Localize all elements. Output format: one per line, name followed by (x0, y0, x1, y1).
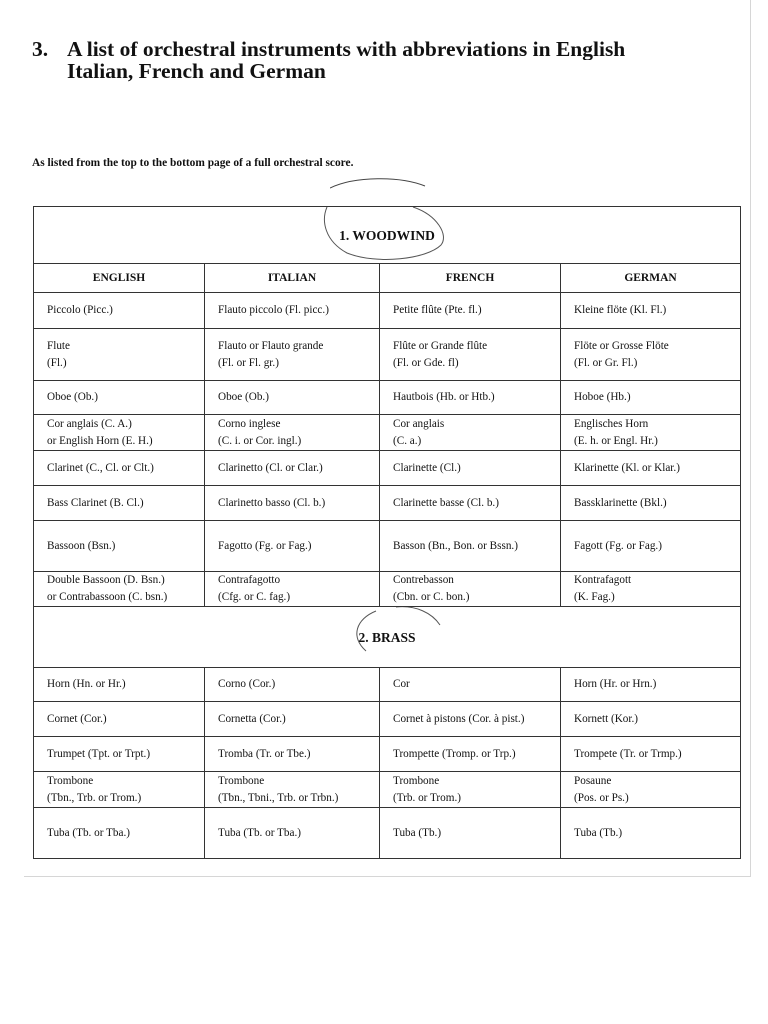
table-cell-french (380, 293, 561, 329)
table-cell-english (34, 486, 205, 521)
table-cell-italian (205, 702, 380, 737)
table-cell-french (380, 572, 561, 607)
table-cell-italian (205, 668, 380, 702)
cell-text-line: (C. i. or Cor. ingl.) (218, 434, 302, 447)
table-cell-german (561, 381, 741, 415)
table-cell-german (561, 329, 741, 381)
table-row (34, 772, 741, 808)
cell-text-line: Contrebasson (393, 574, 454, 586)
cell-text-line: Kontrafagott (574, 574, 632, 586)
table-cell-english (34, 451, 205, 486)
table-cell-english (34, 329, 205, 381)
table-cell-english (34, 293, 205, 329)
section-row (34, 607, 741, 668)
table-row (34, 737, 741, 772)
cell-text-line: Hautbois (Hb. or Htb.) (393, 391, 495, 403)
table-cell-italian (205, 737, 380, 772)
table-cell-french (380, 521, 561, 572)
cell-text-line: Basson (Bn., Bon. or Bssn.) (393, 539, 518, 552)
table-row (34, 702, 741, 737)
cell-text-line: Trompette (Tromp. or Trp.) (393, 747, 516, 760)
cell-text-line: Oboe (Ob.) (218, 391, 269, 403)
table-cell-french (380, 329, 561, 381)
cell-text-line: Horn (Hn. or Hr.) (47, 678, 126, 690)
table-cell-english (34, 702, 205, 737)
cell-text-line: (Fl. or Gr. Fl.) (574, 356, 638, 369)
cell-text-line: Tuba (Tb. or Tba.) (47, 826, 130, 839)
table-cell-french (380, 415, 561, 451)
cell-text-line: Corno (Cor.) (218, 678, 276, 690)
cell-text-line: (K. Fag.) (574, 591, 615, 603)
document-subtitle: As listed from the top to the bottom page of a full orchestral score. (32, 157, 354, 169)
table-cell-italian (205, 486, 380, 521)
cell-text-line: Flûte or Grande flûte (393, 339, 488, 352)
table-cell-german (561, 521, 741, 572)
cell-text-line: Clarinet (C., Cl. or Clt.) (47, 461, 154, 474)
cell-text-line: (Cbn. or C. bon.) (393, 591, 470, 603)
cell-text-line: (E. h. or Engl. Hr.) (574, 434, 658, 447)
table-cell-italian (205, 808, 380, 859)
cell-text-line: Cornetta (Cor.) (218, 712, 286, 725)
table-cell-italian (205, 293, 380, 329)
table-cell-french (380, 702, 561, 737)
section-title-cell (34, 207, 741, 264)
column-header-english: ENGLISH (34, 264, 205, 293)
table-cell-french (380, 772, 561, 808)
table-cell-italian (205, 329, 380, 381)
section-title-cell (34, 607, 741, 668)
cell-text-line: Tuba (Tb.) (574, 826, 623, 839)
table-cell-english (34, 772, 205, 808)
table-row (34, 381, 741, 415)
cell-text-line: Cornet (Cor.) (47, 712, 107, 725)
cell-text-line: Double Bassoon (D. Bsn.) (47, 574, 165, 586)
table-cell-german (561, 451, 741, 486)
cell-text-line: Clarinette basse (Cl. b.) (393, 496, 499, 509)
table-row (34, 572, 741, 607)
table-cell-french (380, 737, 561, 772)
table-row (34, 668, 741, 702)
table-row (34, 329, 741, 381)
cell-text-line: Fagotto (Fg. or Fag.) (218, 539, 312, 552)
table-cell-german (561, 572, 741, 607)
cell-text-line: Cor anglais (C. A.) (47, 417, 132, 430)
table-cell-italian (205, 451, 380, 486)
cell-text-line: Posaune (574, 774, 612, 787)
cell-text-line: Piccolo (Picc.) (47, 304, 113, 316)
heading-number: 3. (32, 37, 49, 61)
cell-text-line: Klarinette (Kl. or Klar.) (574, 461, 680, 474)
cell-text-line: Fagott (Fg. or Fag.) (574, 539, 662, 552)
table-row (34, 808, 741, 859)
cell-text-line: Clarinetto basso (Cl. b.) (218, 496, 326, 509)
section-title: 1. WOODWIND (339, 227, 435, 243)
table-cell-italian (205, 415, 380, 451)
cell-text-line: (Tbn., Trb. or Trom.) (47, 791, 142, 804)
cell-text-line: Tuba (Tb.) (393, 826, 442, 839)
table-cell-english (34, 572, 205, 607)
cell-text-line: Trombone (393, 774, 440, 787)
table-row (34, 415, 741, 451)
cell-text-line: Bass Clarinet (B. Cl.) (47, 496, 144, 509)
cell-text-line: Hoboe (Hb.) (574, 391, 631, 403)
table-cell-german (561, 808, 741, 859)
cell-text-line: (Trb. or Trom.) (393, 791, 461, 804)
table-cell-german (561, 293, 741, 329)
table-cell-german (561, 415, 741, 451)
table-row (34, 486, 741, 521)
cell-text-line: Corno inglese (218, 417, 281, 430)
cell-text-line: Cor (393, 678, 410, 690)
cell-text-line: Flute (47, 339, 70, 352)
cell-text-line: Flöte or Grosse Flöte (574, 339, 669, 352)
column-header-german: GERMAN (561, 264, 741, 293)
table-cell-english (34, 737, 205, 772)
cell-text-line: (Fl. or Gde. fl) (393, 356, 459, 369)
cell-text-line: Trumpet (Tpt. or Trpt.) (47, 747, 151, 760)
cell-text-line: Cornet à pistons (Cor. à pist.) (393, 712, 525, 725)
cell-text-line: Englisches Horn (574, 417, 649, 430)
cell-text-line: Kornett (Kor.) (574, 712, 638, 725)
table-cell-italian (205, 772, 380, 808)
table-cell-french (380, 451, 561, 486)
cell-text-line: (Fl. or Fl. gr.) (218, 356, 279, 369)
cell-text-line: Clarinetto (Cl. or Clar.) (218, 461, 323, 474)
table-cell-italian (205, 521, 380, 572)
instrument-table (33, 206, 741, 859)
column-header-italian: ITALIAN (205, 264, 380, 293)
section-title: 2. BRASS (358, 629, 416, 645)
cell-text-line: or English Horn (E. H.) (47, 434, 153, 447)
table-row (34, 451, 741, 486)
table-cell-english (34, 415, 205, 451)
table-cell-english (34, 668, 205, 702)
cell-text-line: (Pos. or Ps.) (574, 791, 629, 804)
cell-text-line: Horn (Hr. or Hrn.) (574, 678, 657, 690)
cell-text-line: (Tbn., Tbni., Trb. or Trbn.) (218, 791, 339, 804)
table-row (34, 521, 741, 572)
table-cell-german (561, 702, 741, 737)
table-cell-german (561, 486, 741, 521)
heading-line-2: Italian, French and German (67, 59, 326, 83)
cell-text-line: Tromba (Tr. or Tbe.) (218, 747, 311, 760)
cell-text-line: Trompete (Tr. or Trmp.) (574, 747, 682, 760)
table-cell-english (34, 521, 205, 572)
table-cell-english (34, 808, 205, 859)
cell-text-line: Contrafagotto (218, 574, 281, 586)
cell-text-line: Bassoon (Bsn.) (47, 539, 116, 552)
column-header-french: FRENCH (380, 264, 561, 293)
cell-text-line: Oboe (Ob.) (47, 391, 98, 403)
cell-text-line: Cor anglais (393, 417, 445, 430)
cell-text-line: (Fl.) (47, 356, 67, 369)
table-cell-french (380, 668, 561, 702)
cell-text-line: Bassklarinette (Bkl.) (574, 496, 667, 509)
table-cell-german (561, 668, 741, 702)
cell-text-line: (C. a.) (393, 434, 422, 447)
cell-text-line: Kleine flöte (Kl. Fl.) (574, 304, 667, 316)
table-cell-french (380, 808, 561, 859)
table-cell-german (561, 737, 741, 772)
cell-text-line: Petite flûte (Pte. fl.) (393, 304, 482, 316)
table-row (34, 293, 741, 329)
cell-text-line: Flauto piccolo (Fl. picc.) (218, 304, 329, 316)
cell-text-line: Clarinette (Cl.) (393, 461, 461, 474)
cell-text-line: Tuba (Tb. or Tba.) (218, 826, 301, 839)
cell-text-line: Flauto or Flauto grande (218, 339, 324, 352)
table-cell-french (380, 381, 561, 415)
table-cell-italian (205, 381, 380, 415)
table-cell-french (380, 486, 561, 521)
section-row (34, 207, 741, 264)
table-cell-italian (205, 572, 380, 607)
table-cell-english (34, 381, 205, 415)
cell-text-line: (Cfg. or C. fag.) (218, 591, 291, 603)
cell-text-line: or Contrabassoon (C. bsn.) (47, 591, 168, 603)
table-cell-german (561, 772, 741, 808)
cell-text-line: Trombone (47, 774, 94, 787)
cell-text-line: Trombone (218, 774, 265, 787)
heading-line-1: A list of orchestral instruments with abbreviations in English (67, 38, 626, 60)
column-header-row (34, 264, 741, 293)
